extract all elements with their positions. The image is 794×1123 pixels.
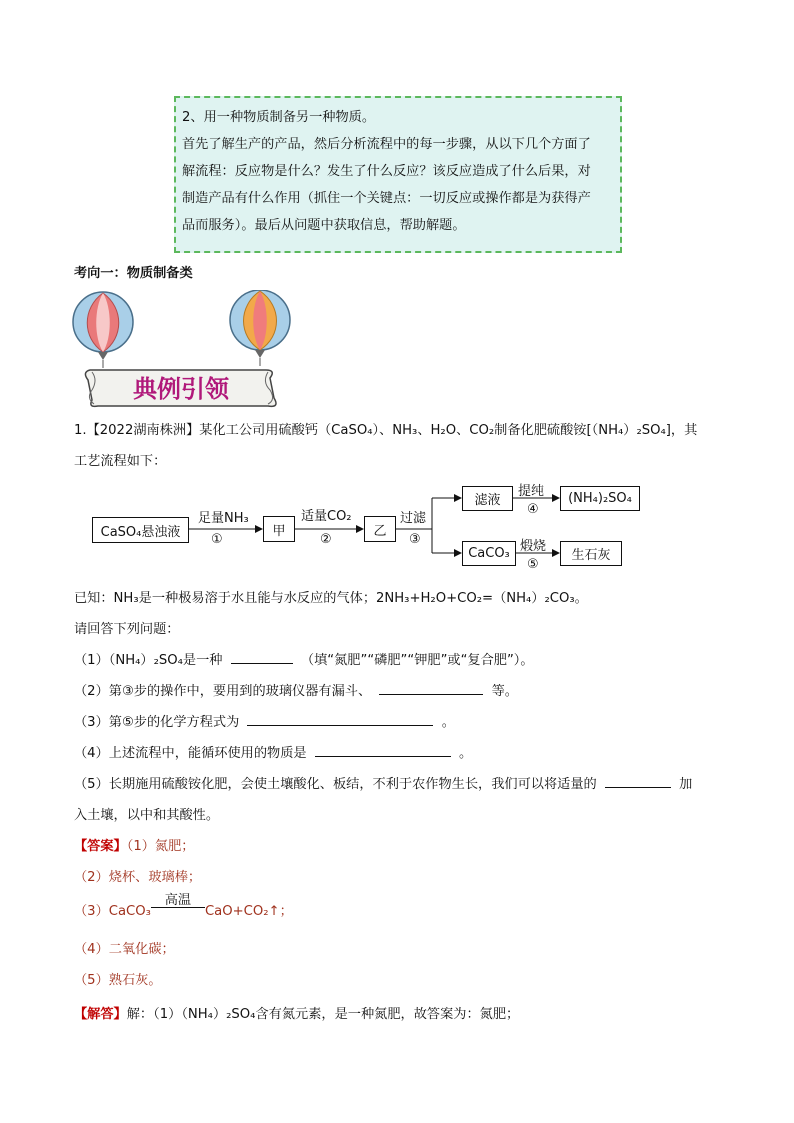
flow-step4-operation: 提纯 [518,484,545,499]
sub-question-4 [74,742,472,761]
reaction-condition [151,893,205,915]
answer-4: （4）二氧化碳； [74,942,175,957]
flow-step3-operation: 过滤 [400,511,427,526]
section-title: 考向一：物质制备类 [74,266,193,281]
sub-question-5-cont: 入土壤，以中和其酸性。 [74,808,220,823]
tip-line-4: 制造产品有什么作用（抓住一个关键点：一切反应或操作都是为获得产 [182,191,591,206]
sub-question-2-tail: 等。 [491,684,518,699]
answer-line-1 [74,835,194,854]
answer-blank-1[interactable] [231,651,293,664]
sub-question-4-tail: 。 [458,746,473,761]
tip-line-1: 2、用一种物质制备另一种物质。 [182,110,376,125]
sub-question-3-tail: 。 [441,715,455,730]
solution-label: 【解答】 [74,1007,127,1022]
flow-step5-operation: 煅烧 [520,539,547,554]
sub-question-1-text: （1）（NH₄）₂SO₄是一种 [74,653,223,668]
question-line-2: 工艺流程如下： [74,454,167,469]
flow-step2-number: ② [320,532,332,547]
flow-node-quicklime: 生石灰 [560,541,622,566]
known-info: 已知：NH₃是一种极易溶于水且能与水反应的气体；2NH₃+H₂O+CO₂=（NH₄）₂CO₃。 [74,591,588,606]
sub-question-1 [74,649,534,668]
reaction-equals-line [151,907,205,908]
flow-step1-reagent: 足量NH₃ [198,511,249,526]
answer-3-reactant: （3）CaCO₃ [74,904,151,919]
reaction-condition-text: 高温 [164,893,192,908]
answer-5: （5）熟石灰。 [74,973,162,988]
flow-node-jia: 甲 [263,516,295,542]
answer-1: （1）氮肥； [126,839,195,854]
sub-question-1-hint: （填“氮肥”“磷肥”“钾肥”或“复合肥”）。 [300,653,534,668]
prompt-text: 请回答下列问题： [74,622,180,637]
sub-question-3-text: （3）第⑤步的化学方程式为 [74,715,240,730]
tip-line-5: 品而服务）。最后从问题中获取信息，帮助解题。 [182,218,466,233]
question-source: 【2022湖南株洲】 [86,423,200,438]
tip-line-2: 首先了解生产的产品，然后分析流程中的每一步骤，从以下几个方面了 [182,137,591,152]
answer-blank-5[interactable] [605,775,671,788]
answer-label: 【答案】 [74,839,127,854]
sub-question-5-tail: 加 [679,777,693,792]
sub-question-3 [74,711,455,730]
answer-2: （2）烧杯、玻璃棒； [74,870,202,885]
flow-step4-number: ④ [527,502,539,517]
sub-question-5 [74,773,692,792]
banner-text: 典例引领 [133,374,229,403]
answer-blank-2[interactable] [379,682,483,695]
flow-node-caso4-suspension: CaSO₄悬浊液 [92,517,189,543]
flow-step2-reagent: 适量CO₂ [301,509,352,524]
flow-node-caco3: CaCO₃ [462,541,516,566]
sub-question-5-text: （5）长期施用硫酸铵化肥，会使土壤酸化、板结，不利于农作物生长，我们可以将适量的 [74,777,597,792]
flow-step1-number: ① [211,532,223,547]
solution-text: 解：（1）（NH₄）₂SO₄含有氮元素，是一种氮肥，故答案为：氮肥； [126,1007,520,1022]
sub-question-4-text: （4）上述流程中，能循环使用的物质是 [74,746,307,761]
flow-step5-number: ⑤ [527,557,539,572]
answer-blank-4[interactable] [315,744,451,757]
question-number: 1. [74,423,87,438]
flow-node-ammonium-sulfate: (NH₄)₂SO₄ [560,486,640,511]
tip-line-3: 解流程：反应物是什么？发生了什么反应？该反应造成了什么后果，对 [182,164,591,179]
flow-node-yi: 乙 [364,516,396,542]
sub-question-2 [74,680,518,699]
sub-question-2-text: （2）第③步的操作中，要用到的玻璃仪器有漏斗、 [74,684,372,699]
question-text-1: 某化工公司用硫酸钙（CaSO₄）、NH₃、H₂O、CO₂制备化肥硫酸铵[（NH₄）₂SO₄]，其 [199,423,698,438]
flow-node-filtrate: 滤液 [462,486,513,511]
answer-3-products: CaO+CO₂↑； [204,904,293,919]
answer-blank-3[interactable] [247,713,433,726]
flow-step3-number: ③ [409,532,421,547]
answer-3 [74,893,293,919]
solution-line [74,1003,519,1022]
